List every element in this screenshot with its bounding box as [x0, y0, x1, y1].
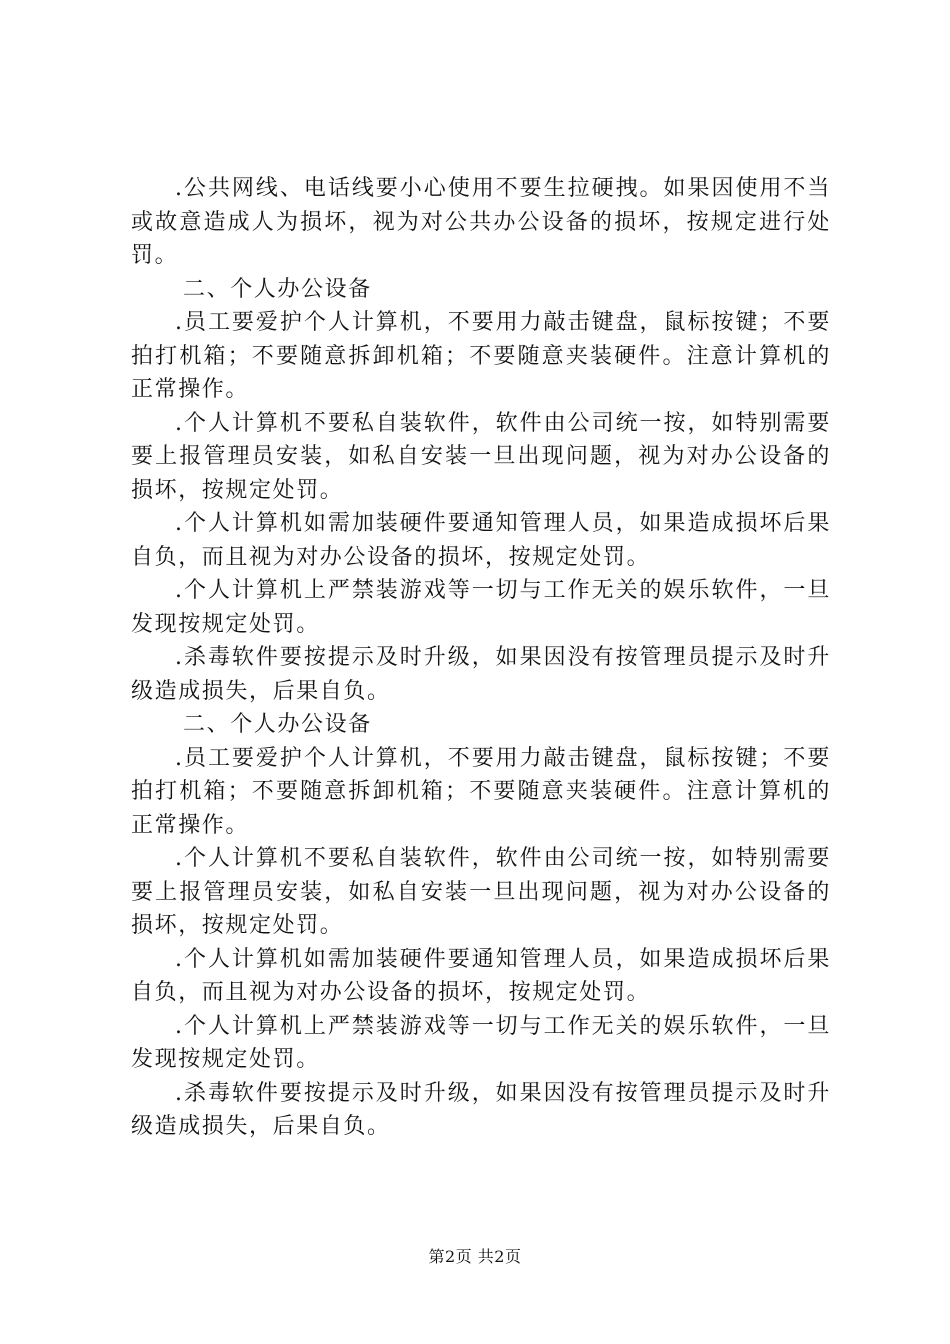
- paragraph-care-computer-repeat: .员工要爱护个人计算机，不要用力敲击键盘，鼠标按键；不要拍打机箱；不要随意拆卸机箱；不要随意夹装硬件。注意计算机的正常操作。: [131, 745, 831, 838]
- paragraph-hardware-install: .个人计算机如需加装硬件要通知管理人员，如果造成损坏后果自负，而且视为对办公设备的损坏，按规定处罚。: [131, 511, 831, 570]
- paragraph-antivirus-repeat: .杀毒软件要按提示及时升级，如果因没有按管理员提示及时升级造成损失，后果自负。: [131, 1080, 831, 1139]
- paragraph-no-games-repeat: .个人计算机上严禁装游戏等一切与工作无关的娱乐软件，一旦发现按规定处罚。: [131, 1013, 831, 1072]
- paragraph-antivirus: .杀毒软件要按提示及时升级，如果因没有按管理员提示及时升级造成损失，后果自负。: [131, 645, 831, 704]
- paragraph-no-private-software-repeat: .个人计算机不要私自装软件，软件由公司统一按，如特别需要要上报管理员安装，如私自安装一旦出现问题，视为对办公设备的损坏，按规定处罚。: [131, 846, 831, 938]
- paragraph-care-computer: .员工要爱护个人计算机，不要用力敲击键盘，鼠标按键；不要拍打机箱；不要随意拆卸机箱；不要随意夹装硬件。注意计算机的正常操作。: [131, 310, 831, 402]
- paragraph-no-games: .个人计算机上严禁装游戏等一切与工作无关的娱乐软件，一旦发现按规定处罚。: [131, 578, 831, 637]
- paragraph-public-network: .公共网线、电话线要小心使用不要生拉硬拽。如果因使用不当或故意造成人为损坏，视为对公共办公设备的损坏，按规定进行处罚。: [131, 176, 831, 268]
- document-body: [131, 172, 831, 1144]
- section-heading-personal-equipment: 二、个人办公设备: [183, 276, 372, 302]
- section-heading-personal-equipment-repeat: 二、个人办公设备: [183, 712, 372, 737]
- paragraph-no-private-software: .个人计算机不要私自装软件，软件由公司统一按，如特别需要要上报管理员安装，如私自安装一旦出现问题，视为对办公设备的损坏，按规定处罚。: [131, 410, 831, 503]
- page-footer: 第2页 共2页: [428, 1247, 522, 1266]
- paragraph-hardware-install-repeat: .个人计算机如需加装硬件要通知管理人员，如果造成损坏后果自负，而且视为对办公设备的损坏，按规定处罚。: [131, 946, 831, 1005]
